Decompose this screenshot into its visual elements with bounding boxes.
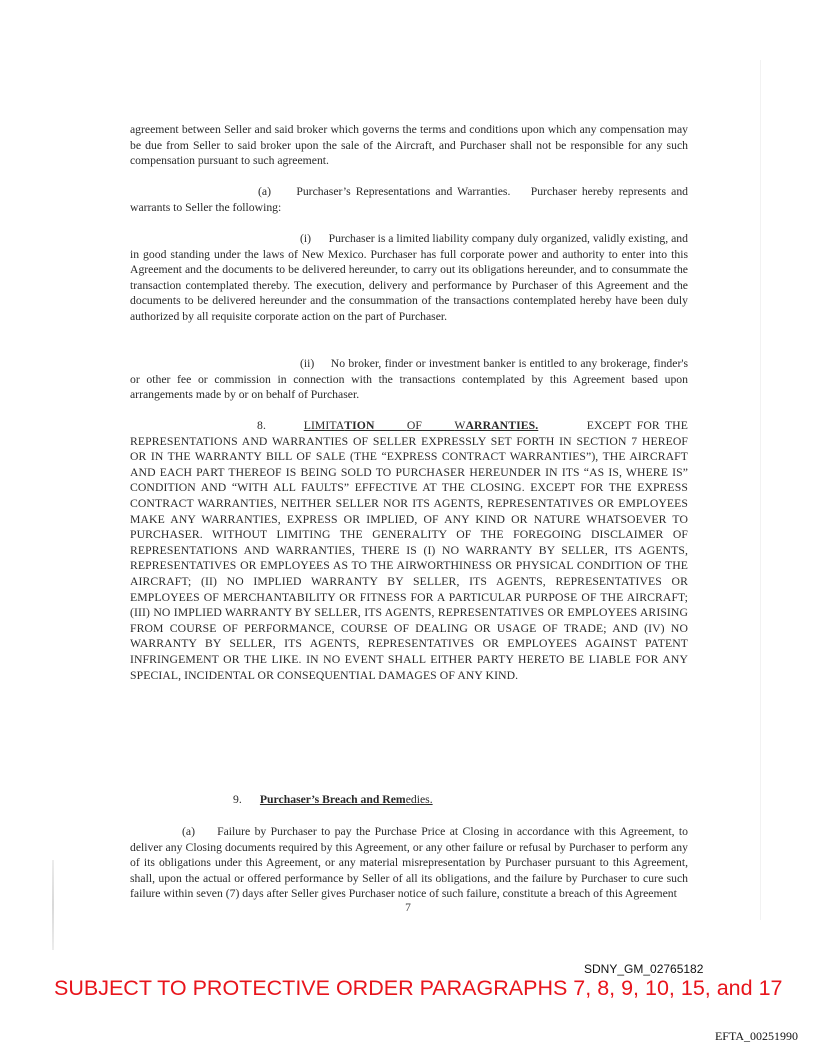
section-9-number: 9. [233,793,242,806]
section-9a-paragraph [130,824,688,902]
section-8-number: 8. [257,419,266,432]
clause-ii-label: (ii) [300,357,315,370]
section-9a-label: (a) [182,825,195,838]
section-8-heading [304,419,539,432]
section-a-heading: Purchaser’s Representations and Warranties. [296,185,511,198]
section-9-heading [233,792,433,808]
intro-paragraph-text: agreement between Seller and said broker which governs the terms and conditions upon which any compensation may be due from Seller to said broker upon the sale of the Aircraft, and Purchaser shall not be responsible for any such compensation pursuant to such agreement. [130,123,688,168]
section-8-text: EXCEPT FOR THE REPRESENTATIONS AND WARRANTIES OF SELLER EXPRESSLY SET FORTH IN SECTION 7 HEREOF OR IN THE WARRANTY BILL OF SALE (THE “EXPRESS CONTRACT WARRANTIES”), THE AIRCRAFT AND EACH PART THEREOF IS BEING SOLD TO PURCHASER HEREUNDER IN ITS “AS IS, WHERE IS” CONDITION AND “WITH ALL FAULTS” EFFECTIVE AT THE CLOSING. EXCEPT FOR THE EXPRESS CONTRACT WARRANTIES, NEITHER SELLER NOR ITS AGENTS, REPRESENTATIVES OR EMPLOYEES MAKE ANY WARRANTIES, EXPRESS OR IMPLIED, OF ANY KIND OR NATURE WHATSOEVER TO PURCHASER. WITHOUT LIMITING THE GENERALITY OF THE FOREGOING DISCLAIMER OF REPRESENTATIONS AND WARRANTIES, THERE IS (I) NO WARRANTY BY SELLER, ITS AGENTS, REPRESENTATIVES OR EMPLOYEES AS TO THE AIRWORTHINESS OR PHYSICAL CONDITION OF THE AIRCRAFT; (II) NO IMPLIED WARRANTY BY SELLER, ITS AGENTS, REPRESENTATIVES OR EMPLOYEES OF MERCHANTABILITY OR FITNESS FOR A PARTICULAR PURPOSE OF THE AIRCRAFT; (III) NO IMPLIED WARRANTY BY SELLER, ITS AGENTS, REPRESENTATIVES OR EMPLOYEES ARISING FROM COURSE OF PERFORMANCE, COURSE OF DEALING OR USAGE OF TRADE; AND (IV) NO WARRANTY BY SELLER, ITS AGENTS, REPRESENTATIVES OR EMPLOYEES AGAINST PATENT INFRINGEMENT OR THE LIKE. IN NO EVENT SHALL EITHER PARTY HERETO BE LIABLE FOR ANY SPECIAL, INCIDENTAL OR CONSEQUENTIAL DAMAGES OF ANY KIND. [130,419,688,682]
efta-identifier: EFTA_00251990 [714,1029,798,1043]
section-8-paragraph [130,418,688,683]
scan-edge-mark [760,60,761,920]
section-9-title-plain: edies. [405,793,433,806]
page-number: 7 [405,902,411,914]
section-a-label: (a) [258,185,271,198]
section-a-text: Purchaser hereby represents and warrants to Seller the following: [130,185,689,214]
clause-i-paragraph [130,231,688,325]
clause-ii-paragraph [130,356,688,403]
intro-paragraph [130,122,688,169]
section-8-title-part3: OF [406,419,423,432]
section-9-title-bold: Purchaser’s Breach and Rem [259,793,406,806]
clause-ii-text: No broker, finder or investment banker is entitled to any brokerage, finder's or other fee or commission in connection with the transactions contemplated by this Agreement based upon arrangements made by or on behalf of Purchaser. [130,357,689,402]
section-8-title-part5: ARRANTIES. [465,419,539,432]
section-a-paragraph [130,184,688,215]
clause-i-text: Purchaser is a limited liability company duly organized, validly existing, and in good standing under the laws of New Mexico. Purchaser has full corporate power and authority to enter into this Agreement and the documents to be delivered hereunder, to carry out its obligations hereunder, and to consummate the transaction contemplated thereby. The execution, delivery and performance by Purchaser of this Agreement and the documents to be delivered hereunder and the consummation of the transactions contemplated hereby have been duly authorized by all requisite corporate action on the part of Purchaser. [130,232,688,323]
section-8-title-part2: TION [344,419,375,432]
bates-number: SDNY_GM_02765182 [584,962,704,976]
section-9a-text: Failure by Purchaser to pay the Purchase Price at Closing in accordance with this Agreement, to deliver any Closing documents required by this Agreement, or any other failure or refusal by Purchaser to perform any of its obligations under this Agreement, or any material misrepresentation by Purchaser pursuant to this Agreement, shall, upon the actual or offered performance by Seller of all its obligations, and the failure by Purchaser to cure such failure within seven (7) days after Seller gives Purchaser notice of such failure, constitute a breach of this Agreement [130,825,688,901]
section-8-title-part4: W [454,419,466,432]
section-8-title-part1: LIMITA [303,419,345,432]
protective-order-notice: SUBJECT TO PROTECTIVE ORDER PARAGRAPHS 7, 8, 9, 10, 15, and 17 [54,976,783,1000]
clause-i-label: (i) [300,232,312,245]
